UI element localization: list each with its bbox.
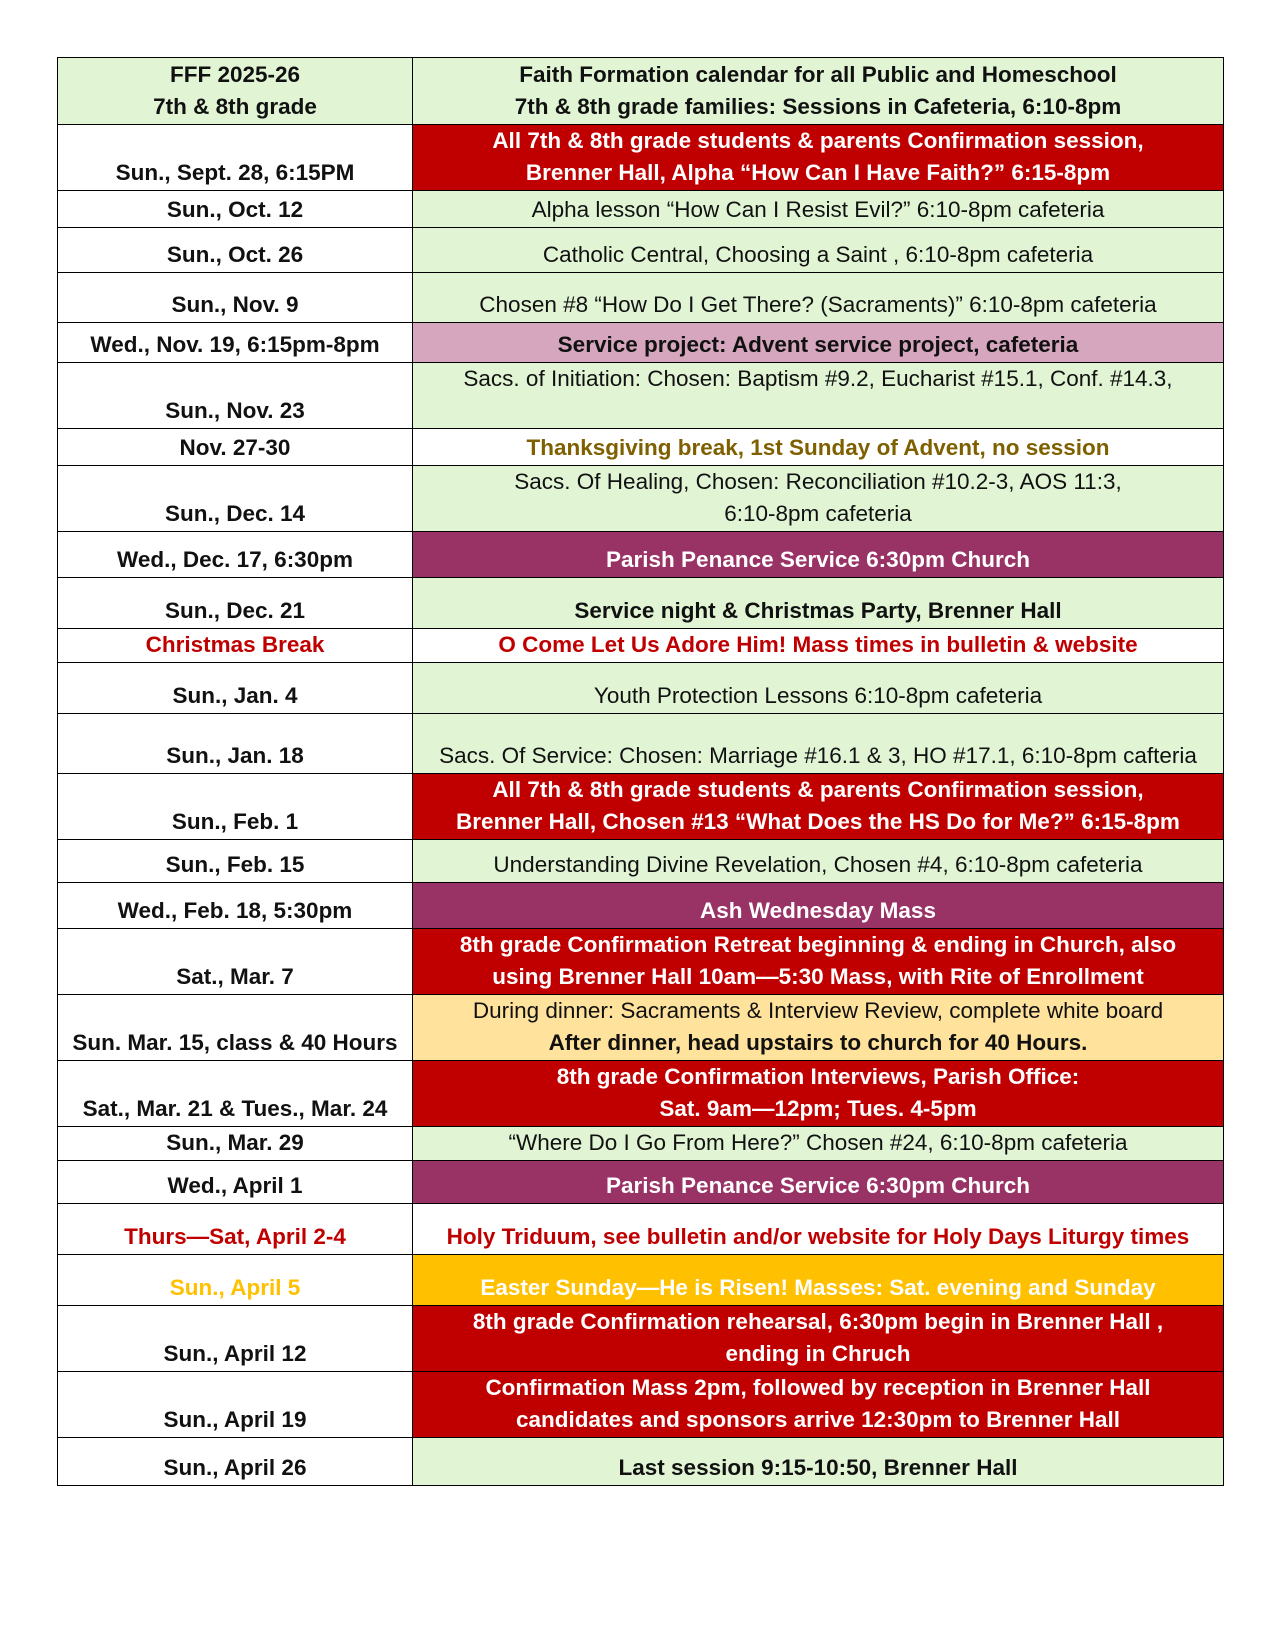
row-description-line1: 8th grade Confirmation rehearsal, 6:30pm begin in Brenner Hall , xyxy=(472,1309,1164,1334)
table-row xyxy=(58,629,1224,663)
header-right-subtitle: 7th & 8th grade families: Sessions in Cafeteria, 6:10-8pm xyxy=(514,94,1122,119)
header-left-title: FFF 2025-26 xyxy=(169,62,301,87)
row-description: “Where Do I Go From Here?” Chosen #24, 6:10-8pm cafeteria xyxy=(413,1127,1224,1161)
header-left-subtitle: 7th & 8th grade xyxy=(153,94,317,119)
table-row xyxy=(58,929,1224,995)
table-row xyxy=(58,1306,1224,1372)
row-description-line2: Brenner Hall, Chosen #13 “What Does the HS Do for Me?” 6:15-8pm xyxy=(456,809,1180,834)
row-date: Sun. Mar. 15, class & 40 Hours xyxy=(58,995,413,1061)
row-description: Catholic Central, Choosing a Saint , 6:10-8pm cafeteria xyxy=(413,228,1224,273)
header-right-cell xyxy=(413,58,1224,125)
table-row xyxy=(58,363,1224,429)
row-description-line1: 8th grade Confirmation Retreat beginning & ending in Church, also xyxy=(459,932,1177,957)
table-row xyxy=(58,466,1224,532)
row-date: Nov. 27-30 xyxy=(58,429,413,466)
row-description-line2: ending in Chruch xyxy=(725,1341,911,1366)
row-date: Sun., Nov. 9 xyxy=(58,273,413,323)
table-row xyxy=(58,840,1224,883)
table-row xyxy=(58,1204,1224,1255)
header-right-title: Faith Formation calendar for all Public and Homeschool xyxy=(519,62,1117,87)
header-left-cell xyxy=(58,58,413,125)
row-date: Sun., April 5 xyxy=(58,1255,413,1306)
row-date: Sun., April 12 xyxy=(58,1306,413,1372)
row-description: Easter Sunday—He is Risen! Masses: Sat. evening and Sunday xyxy=(413,1255,1224,1306)
row-description xyxy=(413,774,1224,840)
row-date: Sat., Mar. 21 & Tues., Mar. 24 xyxy=(58,1061,413,1127)
row-description xyxy=(413,1306,1224,1372)
row-description: Youth Protection Lessons 6:10-8pm cafeteria xyxy=(413,663,1224,714)
row-description: Parish Penance Service 6:30pm Church xyxy=(413,532,1224,578)
row-description xyxy=(413,466,1224,532)
row-description: Last session 9:15-10:50, Brenner Hall xyxy=(413,1438,1224,1486)
row-description-line1: Sacs. Of Healing, Chosen: Reconciliation #10.2-3, AOS 11:3, xyxy=(514,469,1122,494)
row-date: Sun., Dec. 21 xyxy=(58,578,413,629)
table-row xyxy=(58,1372,1224,1438)
row-description-line2: After dinner, head upstairs to church for 40 Hours. xyxy=(548,1030,1088,1055)
row-description: Chosen #8 “How Do I Get There? (Sacraments)” 6:10-8pm cafeteria xyxy=(413,273,1224,323)
row-description-line2: 6:10-8pm cafeteria xyxy=(724,501,912,526)
row-date: Thurs—Sat, April 2-4 xyxy=(58,1204,413,1255)
row-date: Sun., Feb. 1 xyxy=(58,774,413,840)
row-date: Sun., April 19 xyxy=(58,1372,413,1438)
row-description xyxy=(413,995,1224,1061)
row-date: Wed., Nov. 19, 6:15pm-8pm xyxy=(58,323,413,363)
table-row xyxy=(58,532,1224,578)
row-description xyxy=(413,1061,1224,1127)
row-description: Service project: Advent service project, cafeteria xyxy=(413,323,1224,363)
row-description: Sacs. Of Service: Chosen: Marriage #16.1 & 3, HO #17.1, 6:10-8pm cafteria xyxy=(413,714,1224,774)
table-row xyxy=(58,578,1224,629)
table-row xyxy=(58,273,1224,323)
row-date: Sun., Mar. 29 xyxy=(58,1127,413,1161)
table-row xyxy=(58,995,1224,1061)
row-date: Wed., April 1 xyxy=(58,1161,413,1204)
table-row xyxy=(58,1127,1224,1161)
row-description: Alpha lesson “How Can I Resist Evil?” 6:10-8pm cafeteria xyxy=(413,191,1224,228)
row-description-line1: All 7th & 8th grade students & parents Confirmation session, xyxy=(492,777,1144,802)
calendar-table xyxy=(57,57,1224,1486)
row-description-line2: using Brenner Hall 10am—5:30 Mass, with Rite of Enrollment xyxy=(492,964,1144,989)
row-date: Sun., Jan. 4 xyxy=(58,663,413,714)
row-date: Sun., Nov. 23 xyxy=(58,363,413,429)
row-date: Sun., Sept. 28, 6:15PM xyxy=(58,125,413,191)
row-description: Holy Triduum, see bulletin and/or website for Holy Days Liturgy times xyxy=(413,1204,1224,1255)
table-row xyxy=(58,1438,1224,1486)
row-description-line1: All 7th & 8th grade students & parents Confirmation session, xyxy=(492,128,1144,153)
table-row xyxy=(58,663,1224,714)
row-date: Sun., Oct. 12 xyxy=(58,191,413,228)
row-date: Christmas Break xyxy=(58,629,413,663)
table-row xyxy=(58,714,1224,774)
row-description: Sacs. of Initiation: Chosen: Baptism #9.2, Eucharist #15.1, Conf. #14.3, xyxy=(413,363,1224,429)
row-description xyxy=(413,125,1224,191)
table-row xyxy=(58,125,1224,191)
table-row xyxy=(58,1255,1224,1306)
row-description-line1: During dinner: Sacraments & Interview Review, complete white board xyxy=(472,998,1164,1023)
table-row xyxy=(58,228,1224,273)
row-description-line1: Confirmation Mass 2pm, followed by reception in Brenner Hall xyxy=(485,1375,1151,1400)
row-date: Sun., Dec. 14 xyxy=(58,466,413,532)
row-description-line2: Sat. 9am—12pm; Tues. 4-5pm xyxy=(659,1096,977,1121)
row-description-line1: 8th grade Confirmation Interviews, Parish Office: xyxy=(556,1064,1080,1089)
row-date: Wed., Dec. 17, 6:30pm xyxy=(58,532,413,578)
row-description: Understanding Divine Revelation, Chosen #4, 6:10-8pm cafeteria xyxy=(413,840,1224,883)
row-date: Wed., Feb. 18, 5:30pm xyxy=(58,883,413,929)
row-description: Parish Penance Service 6:30pm Church xyxy=(413,1161,1224,1204)
table-row xyxy=(58,883,1224,929)
row-date: Sun., April 26 xyxy=(58,1438,413,1486)
row-description: O Come Let Us Adore Him! Mass times in bulletin & website xyxy=(413,629,1224,663)
row-description: Thanksgiving break, 1st Sunday of Advent, no session xyxy=(413,429,1224,466)
table-row xyxy=(58,774,1224,840)
row-date: Sun., Jan. 18 xyxy=(58,714,413,774)
row-date: Sat., Mar. 7 xyxy=(58,929,413,995)
table-row xyxy=(58,1161,1224,1204)
row-description-line2: Brenner Hall, Alpha “How Can I Have Faith?” 6:15-8pm xyxy=(525,160,1111,185)
row-description-line2: candidates and sponsors arrive 12:30pm to Brenner Hall xyxy=(516,1407,1120,1432)
row-date: Sun., Oct. 26 xyxy=(58,228,413,273)
row-description: Ash Wednesday Mass xyxy=(413,883,1224,929)
row-description xyxy=(413,929,1224,995)
table-row xyxy=(58,429,1224,466)
header-row xyxy=(58,58,1224,125)
table-row xyxy=(58,1061,1224,1127)
table-row xyxy=(58,323,1224,363)
table-row xyxy=(58,191,1224,228)
row-description xyxy=(413,1372,1224,1438)
row-description: Service night & Christmas Party, Brenner Hall xyxy=(413,578,1224,629)
row-date: Sun., Feb. 15 xyxy=(58,840,413,883)
